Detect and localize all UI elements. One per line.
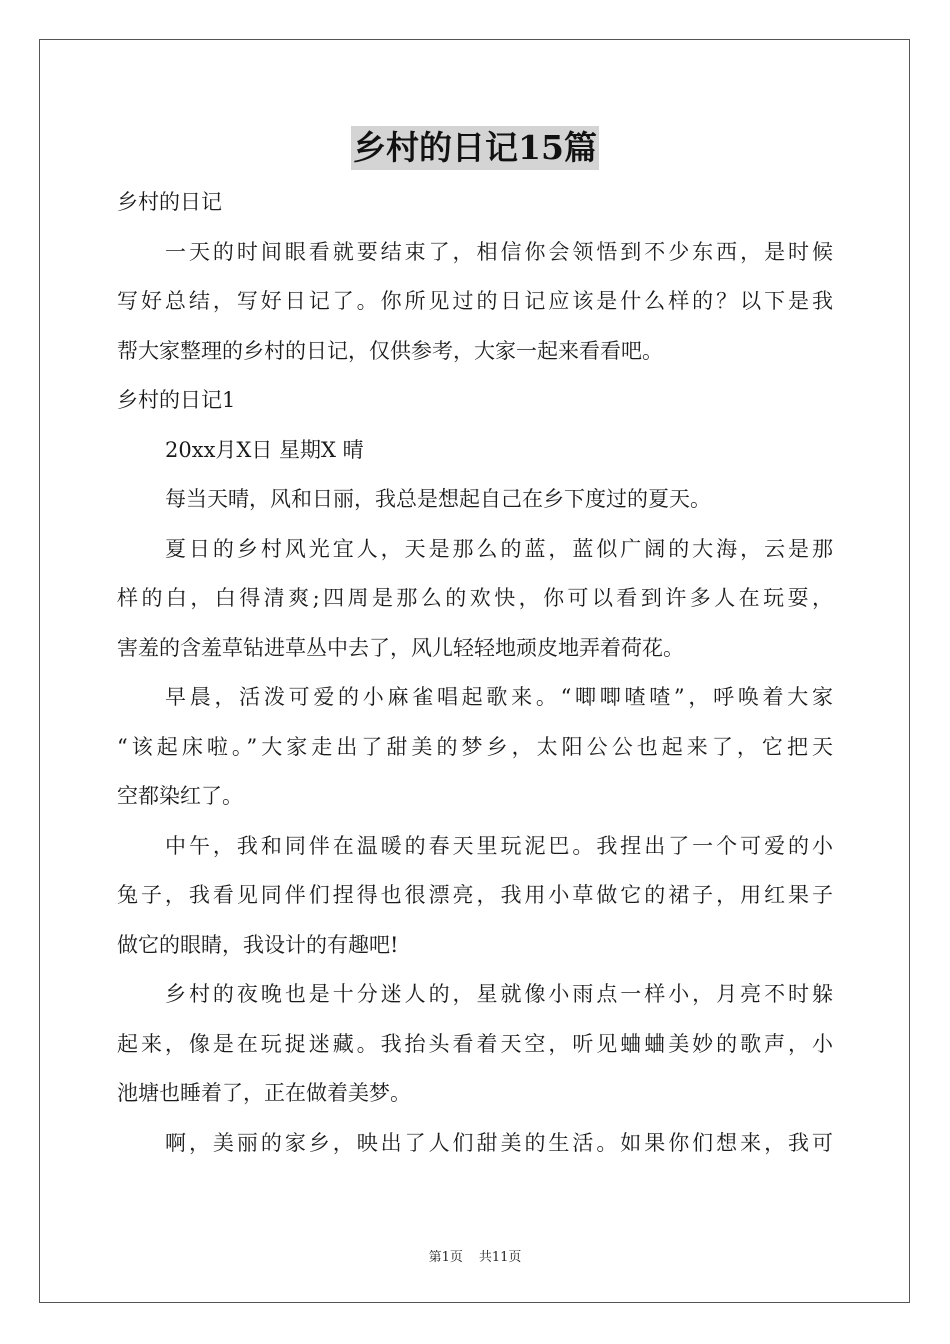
- title-area: [0, 126, 950, 170]
- text-line: 样的白，白得清爽;四周是那么的欢快，你可以看到许多人在玩耍，: [117, 586, 833, 610]
- text-line: 池塘也睡着了，正在做着美梦。: [117, 1081, 411, 1105]
- text-line: 空都染红了。: [117, 784, 243, 808]
- text-line: 帮大家整理的乡村的日记，仅供参考，大家一起来看看吧。: [117, 338, 663, 363]
- text-line: 啊，美丽的家乡，映出了人们甜美的生活。如果你们想来，我可: [165, 1130, 833, 1155]
- text-line: 每当天晴，风和日丽，我总是想起自己在乡下度过的夏天。: [165, 487, 711, 511]
- text-line: 乡村的夜晚也是十分迷人的，星就像小雨点一样小，月亮不时躲: [165, 982, 833, 1006]
- page-footer: [0, 1246, 950, 1265]
- text-line: 害羞的含羞草钻进草丛中去了，风儿轻轻地顽皮地弄着荷花。: [117, 635, 684, 660]
- text-line: 早晨，活泼可爱的小麻雀唱起歌来。“唧唧喳喳”，呼唤着大家: [165, 685, 833, 709]
- text-line: 20xx月X日 星期X 晴: [165, 437, 364, 462]
- text-line: 中午，我和同伴在温暖的春天里玩泥巴。我捏出了一个可爱的小: [165, 833, 833, 858]
- text-line: 乡村的日记1: [117, 388, 236, 412]
- document-title: 乡村的日记15篇: [351, 126, 599, 170]
- document-body: [117, 178, 833, 1168]
- text-line: 起来，像是在玩捉迷藏。我抬头看着天空，听见蛐蛐美妙的歌声，小: [117, 1031, 833, 1056]
- text-line: 写好总结，写好日记了。你所见过的日记应该是什么样的？以下是我: [117, 289, 833, 313]
- page-number: 第1页: [428, 1250, 463, 1265]
- text-line: 乡村的日记: [117, 190, 222, 214]
- page-total: 共11页: [478, 1250, 522, 1265]
- text-line: “该起床啦。”大家走出了甜美的梦乡，太阳公公也起来了，它把天: [117, 734, 833, 759]
- text-line: 兔子，我看见同伴们捏得也很漂亮，我用小草做它的裙子，用红果子: [117, 883, 833, 907]
- text-line: 夏日的乡村风光宜人，天是那么的蓝，蓝似广阔的大海，云是那: [165, 536, 833, 561]
- text-line: 做它的眼睛，我设计的有趣吧!: [117, 932, 399, 957]
- text-line: 一天的时间眼看就要结束了，相信你会领悟到不少东西，是时候: [165, 239, 833, 264]
